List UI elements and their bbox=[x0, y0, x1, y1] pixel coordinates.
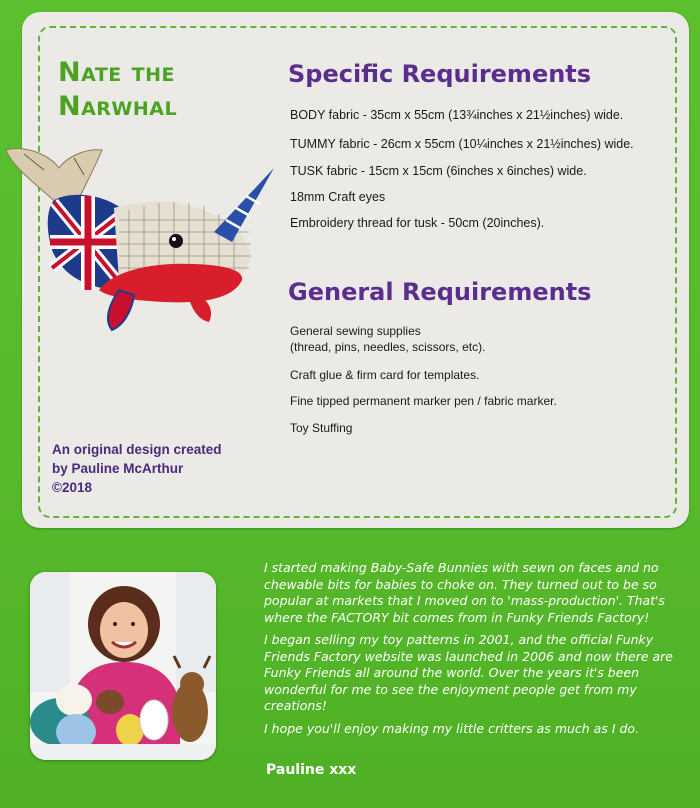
credit-line-2: by Pauline McArthur bbox=[52, 461, 184, 476]
designer-bio bbox=[264, 560, 689, 743]
general-item: Toy Stuffing bbox=[290, 421, 353, 435]
requirement-item: Embroidery thread for tusk - 50cm (20inches). bbox=[290, 216, 545, 230]
requirement-item: TUMMY fabric - 26cm x 55cm (10¼inches x 21½inches) wide. bbox=[290, 137, 634, 151]
signature: Pauline xxx bbox=[266, 762, 357, 778]
pattern-title-line-2: Narwhal bbox=[58, 91, 178, 122]
requirement-item: 18mm Craft eyes bbox=[290, 190, 386, 204]
specific-requirements-heading: Specific Requirements bbox=[288, 60, 592, 88]
requirement-item: BODY fabric - 35cm x 55cm (13¾inches x 21½inches) wide. bbox=[290, 108, 624, 122]
bio-paragraph: I began selling my toy patterns in 2001, and the official Funky Friends Factory website was launched in 2006 and now there are Funky Friends all around the world. Over the years it's been wonderful for me to see the enjoyment people get from my creations! bbox=[264, 632, 673, 713]
credit-line-1: An original design created bbox=[52, 442, 222, 457]
pattern-title-line-1: Nate the bbox=[58, 57, 176, 88]
narwhal-toy-image bbox=[4, 140, 279, 335]
general-item: Fine tipped permanent marker pen / fabric marker. bbox=[290, 394, 557, 408]
general-item-line: General sewing supplies bbox=[290, 324, 421, 338]
bio-paragraph: I started making Baby-Safe Bunnies with sewn on faces and no chewable bits for babies to choke on. They turned out to be so popular at markets that I moved on to 'mass-production'. That's where the FACTORY bit comes from in Funky Friends Factory! bbox=[264, 560, 666, 625]
designer-photo bbox=[30, 572, 216, 760]
requirement-item: TUSK fabric - 15cm x 15cm (6inches x 6inches) wide. bbox=[290, 164, 587, 178]
design-credit bbox=[52, 440, 272, 497]
pattern-title bbox=[58, 56, 258, 124]
credit-line-3: ©2018 bbox=[52, 480, 92, 495]
general-item: Craft glue & firm card for templates. bbox=[290, 368, 480, 382]
general-requirements-heading: General Requirements bbox=[288, 278, 592, 306]
general-item-line: (thread, pins, needles, scissors, etc). bbox=[290, 340, 486, 354]
bio-paragraph: I hope you'll enjoy making my little critters as much as I do. bbox=[264, 720, 640, 736]
